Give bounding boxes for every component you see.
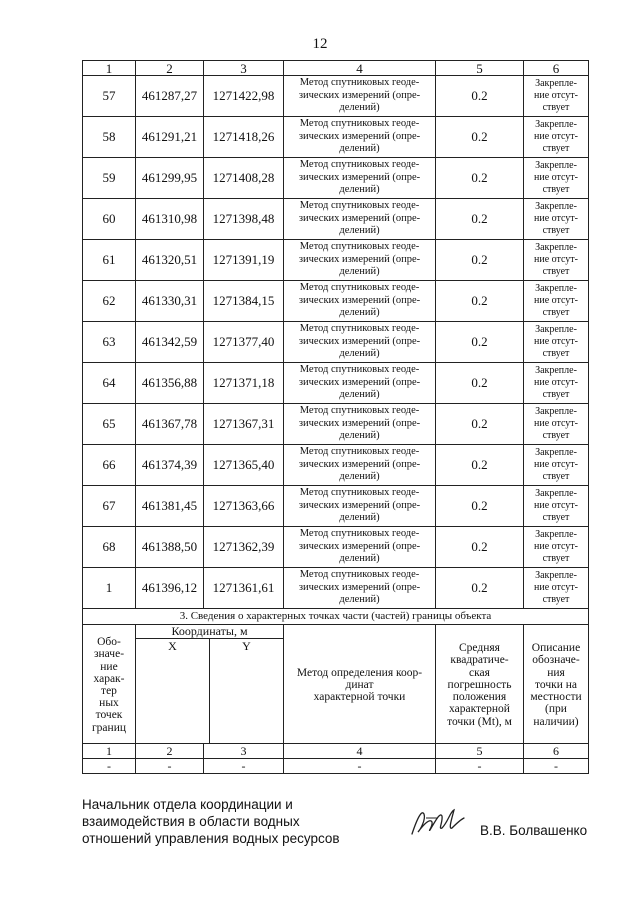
coord-x: 461342,59 xyxy=(136,322,204,363)
coord-x: 461320,51 xyxy=(136,240,204,281)
coord-y: 1271408,28 xyxy=(204,158,284,199)
coord-y: 1271367,31 xyxy=(204,404,284,445)
table-row xyxy=(83,363,589,404)
method-cell: Метод спутниковых геоде- зических измерений (опре- делений) xyxy=(284,158,436,199)
note-cell: Закрепле- ние отсут- ствует xyxy=(524,363,589,404)
empty-cell: - xyxy=(524,759,589,774)
point-number: 60 xyxy=(83,199,136,240)
note-cell: Закрепле- ние отсут- ствует xyxy=(524,199,589,240)
column-number: 3 xyxy=(204,744,284,759)
coord-y: 1271361,61 xyxy=(204,568,284,609)
coord-y: 1271363,66 xyxy=(204,486,284,527)
coord-x: 461396,12 xyxy=(136,568,204,609)
point-number: 64 xyxy=(83,363,136,404)
x-header: X xyxy=(136,639,210,743)
coord-y: 1271371,18 xyxy=(204,363,284,404)
column-number: 2 xyxy=(136,61,204,76)
coordinates-header-title: Координаты, м xyxy=(136,625,283,639)
point-number: 61 xyxy=(83,240,136,281)
method-cell: Метод спутниковых геоде- зических измерений (опре- делений) xyxy=(284,445,436,486)
point-number: 59 xyxy=(83,158,136,199)
coord-y: 1271384,15 xyxy=(204,281,284,322)
method-cell: Метод спутниковых геоде- зических измерений (опре- делений) xyxy=(284,281,436,322)
point-number: 57 xyxy=(83,76,136,117)
coord-y: 1271365,40 xyxy=(204,445,284,486)
column-number: 5 xyxy=(436,61,524,76)
note-cell: Закрепле- ние отсут- ствует xyxy=(524,568,589,609)
note-cell: Закрепле- ние отсут- ствует xyxy=(524,281,589,322)
signatory-position: Начальник отдела координации и взаимодействия в области водных отношений управления водных ресурсов xyxy=(82,797,340,846)
accuracy-cell: 0.2 xyxy=(436,404,524,445)
coord-y: 1271391,19 xyxy=(204,240,284,281)
coord-y: 1271377,40 xyxy=(204,322,284,363)
column-number: 6 xyxy=(524,744,589,759)
empty-cell: - xyxy=(436,759,524,774)
method-cell: Метод спутниковых геоде- зических измерений (опре- делений) xyxy=(284,240,436,281)
point-number: 1 xyxy=(83,568,136,609)
note-cell: Закрепле- ние отсут- ствует xyxy=(524,486,589,527)
column-number: 5 xyxy=(436,744,524,759)
column-number: 1 xyxy=(83,61,136,76)
point-number: 63 xyxy=(83,322,136,363)
method-cell: Метод спутниковых геоде- зических измерений (опре- делений) xyxy=(284,363,436,404)
table-row xyxy=(83,404,589,445)
coord-y: 1271362,39 xyxy=(204,527,284,568)
coord-x: 461287,27 xyxy=(136,76,204,117)
section-3-empty-row xyxy=(83,759,589,774)
accuracy-cell: 0.2 xyxy=(436,445,524,486)
coord-x: 461291,21 xyxy=(136,117,204,158)
table-row xyxy=(83,445,589,486)
table-row xyxy=(83,240,589,281)
note-cell: Закрепле- ние отсут- ствует xyxy=(524,404,589,445)
table-row xyxy=(83,199,589,240)
note-cell: Закрепле- ние отсут- ствует xyxy=(524,322,589,363)
accuracy-cell: 0.2 xyxy=(436,486,524,527)
column-number: 4 xyxy=(284,744,436,759)
column-number: 4 xyxy=(284,61,436,76)
table-row xyxy=(83,158,589,199)
section-3-header-row xyxy=(83,625,589,744)
accuracy-cell: 0.2 xyxy=(436,363,524,404)
note-cell: Закрепле- ние отсут- ствует xyxy=(524,117,589,158)
accuracy-cell: 0.2 xyxy=(436,322,524,363)
boundary-points-table xyxy=(82,60,589,774)
coord-y: 1271398,48 xyxy=(204,199,284,240)
empty-cell: - xyxy=(83,759,136,774)
accuracy-cell: 0.2 xyxy=(436,281,524,322)
coord-x: 461299,95 xyxy=(136,158,204,199)
point-number: 62 xyxy=(83,281,136,322)
coord-y: 1271418,26 xyxy=(204,117,284,158)
accuracy-cell: 0.2 xyxy=(436,117,524,158)
point-number: 67 xyxy=(83,486,136,527)
accuracy-cell: 0.2 xyxy=(436,568,524,609)
table-row xyxy=(83,322,589,363)
column-number-row xyxy=(83,61,589,76)
coord-y: 1271422,98 xyxy=(204,76,284,117)
point-number: 58 xyxy=(83,117,136,158)
accuracy-cell: 0.2 xyxy=(436,158,524,199)
point-number: 66 xyxy=(83,445,136,486)
empty-cell: - xyxy=(204,759,284,774)
method-header: Метод определения коор- динат характерной точки xyxy=(284,625,436,744)
empty-cell: - xyxy=(284,759,436,774)
page-number: 12 xyxy=(312,36,328,52)
table-row xyxy=(83,568,589,609)
note-cell: Закрепле- ние отсут- ствует xyxy=(524,527,589,568)
method-cell: Метод спутниковых геоде- зических измерений (опре- делений) xyxy=(284,117,436,158)
handwritten-signature-icon xyxy=(408,806,468,840)
accuracy-header: Средняя квадратиче- ская погрешность положения характерной точки (Mt), м xyxy=(436,625,524,744)
coord-x: 461356,88 xyxy=(136,363,204,404)
method-cell: Метод спутниковых геоде- зических измерений (опре- делений) xyxy=(284,404,436,445)
table-row xyxy=(83,527,589,568)
description-header: Описание обозначе- ния точки на местности (при наличии) xyxy=(524,625,589,744)
table-row xyxy=(83,76,589,117)
note-cell: Закрепле- ние отсут- ствует xyxy=(524,445,589,486)
coord-x: 461388,50 xyxy=(136,527,204,568)
table-row xyxy=(83,117,589,158)
table-row xyxy=(83,486,589,527)
section-3-title: 3. Сведения о характерных точках части (частей) границы объекта xyxy=(83,609,589,625)
section-3-column-number-row xyxy=(83,744,589,759)
accuracy-cell: 0.2 xyxy=(436,76,524,117)
coord-x: 461310,98 xyxy=(136,199,204,240)
point-number: 68 xyxy=(83,527,136,568)
column-number: 3 xyxy=(204,61,284,76)
designation-header: Обо- значе- ние харак- тер ных точек границ xyxy=(83,625,136,744)
coord-x: 461367,78 xyxy=(136,404,204,445)
column-number: 2 xyxy=(136,744,204,759)
coord-x: 461374,39 xyxy=(136,445,204,486)
signatory-name: В.В. Болвашенко xyxy=(480,823,588,838)
method-cell: Метод спутниковых геоде- зических измерений (опре- делений) xyxy=(284,486,436,527)
note-cell: Закрепле- ние отсут- ствует xyxy=(524,158,589,199)
method-cell: Метод спутниковых геоде- зических измерений (опре- делений) xyxy=(284,199,436,240)
y-header: Y xyxy=(242,639,251,653)
section-3-title-row xyxy=(83,609,589,625)
table-row xyxy=(83,281,589,322)
method-cell: Метод спутниковых геоде- зических измерений (опре- делений) xyxy=(284,76,436,117)
coord-x: 461381,45 xyxy=(136,486,204,527)
empty-cell: - xyxy=(136,759,204,774)
coordinates-header xyxy=(136,625,284,744)
note-cell: Закрепле- ние отсут- ствует xyxy=(524,76,589,117)
accuracy-cell: 0.2 xyxy=(436,199,524,240)
accuracy-cell: 0.2 xyxy=(436,240,524,281)
method-cell: Метод спутниковых геоде- зических измерений (опре- делений) xyxy=(284,568,436,609)
column-number: 6 xyxy=(524,61,589,76)
point-number: 65 xyxy=(83,404,136,445)
method-cell: Метод спутниковых геоде- зических измерений (опре- делений) xyxy=(284,322,436,363)
method-cell: Метод спутниковых геоде- зических измерений (опре- делений) xyxy=(284,527,436,568)
column-number: 1 xyxy=(83,744,136,759)
accuracy-cell: 0.2 xyxy=(436,527,524,568)
note-cell: Закрепле- ние отсут- ствует xyxy=(524,240,589,281)
coord-x: 461330,31 xyxy=(136,281,204,322)
